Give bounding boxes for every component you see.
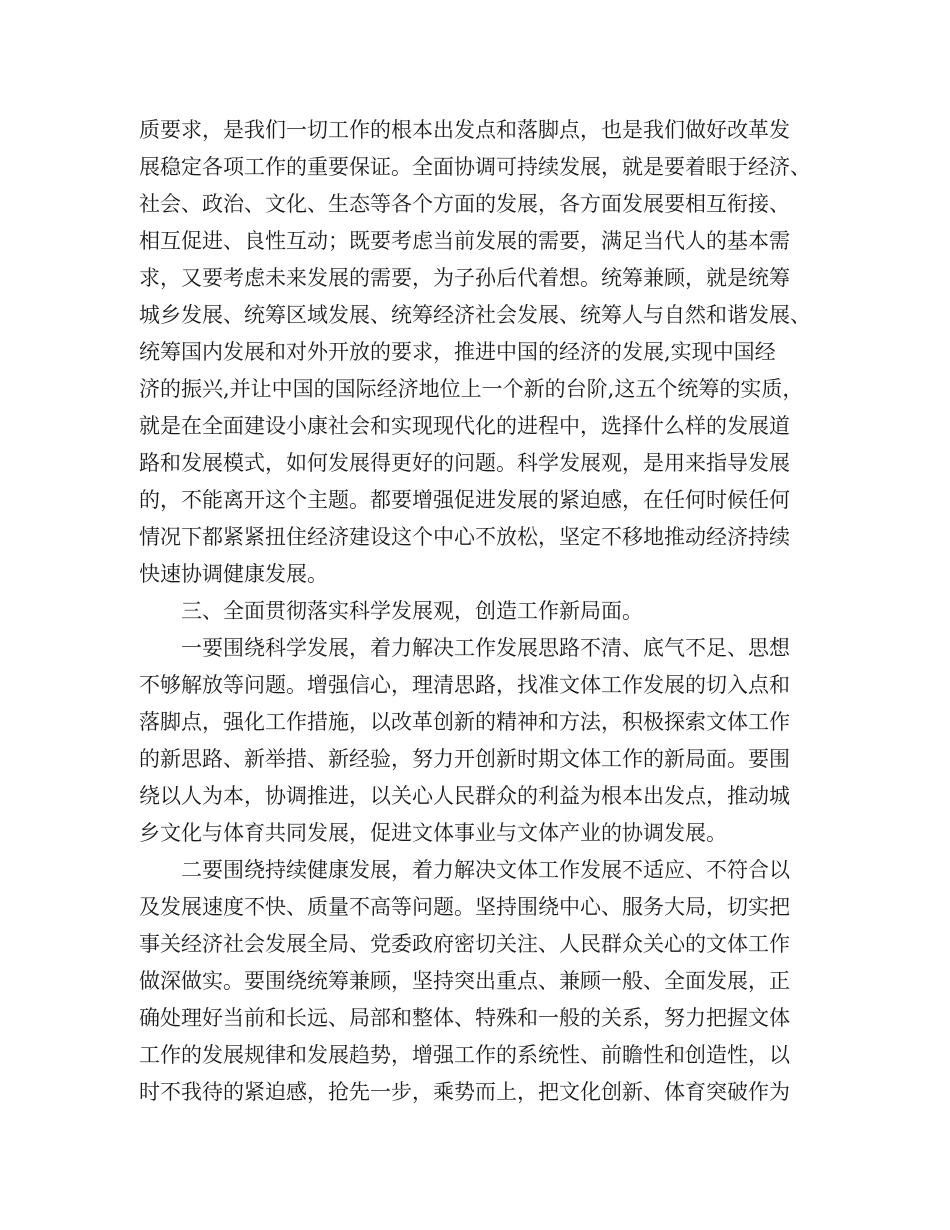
text-line: 乡文化与体育共同发展，促进文体事业与文体产业的协调发展。 — [139, 821, 727, 845]
text-line: 确处理好当前和长远、局部和整体、特殊和一般的关系，努力把握文体 — [139, 1006, 790, 1030]
text-line: 求，又要考虑未来发展的需要，为子孙后代着想。统筹兼顾，就是统筹 — [139, 266, 790, 290]
text-line: 就是在全面建设小康社会和实现现代化的进程中，选择什么样的发展道 — [139, 414, 790, 438]
paragraph-first-line: 二要围绕持续健康发展，着力解决文体工作发展不适应、不符合以 — [181, 858, 790, 882]
text-line: 城乡发展、统筹区域发展、统筹经济社会发展、统筹人与自然和谐发展、 — [139, 303, 811, 327]
text-line: 工作的发展规律和发展趋势，增强工作的系统性、前瞻性和创造性，以 — [139, 1043, 790, 1067]
text-line: 事关经济社会发展全局、党委政府密切关注、人民群众关心的文体工作 — [139, 932, 790, 956]
text-line: 情况下都紧紧扭住经济建设这个中心不放松，坚定不移地推动经济持续 — [139, 525, 790, 549]
text-line: 济的振兴,并让中国的国际经济地位上一个新的台阶,这五个统筹的实质， — [139, 377, 804, 401]
text-line: 的，不能离开这个主题。都要增强促进发展的紧迫感，在任何时候任何 — [139, 488, 790, 512]
text-line: 及发展速度不快、质量不高等问题。坚持围绕中心、服务大局，切实把 — [139, 895, 790, 919]
text-line: 路和发展模式，如何发展得更好的问题。科学发展观，是用来指导发展 — [139, 451, 790, 475]
text-line: 展稳定各项工作的重要保证。全面协调可持续发展，就是要着眼于经济、 — [139, 155, 811, 179]
text-line: 时不我待的紧迫感，抢先一步，乘势而上，把文化创新、体育突破作为 — [139, 1080, 790, 1104]
text-line: 绕以人为本，协调推进，以关心人民群众的利益为根本出发点，推动城 — [139, 784, 790, 808]
text-line: 落脚点，强化工作措施，以改革创新的精神和方法，积极探索文体工作 — [139, 710, 790, 734]
text-line: 社会、政治、文化、生态等各个方面的发展，各方面发展要相互衔接、 — [139, 192, 790, 216]
text-line: 不够解放等问题。增强信心，理清思路，找准文体工作发展的切入点和 — [139, 673, 790, 697]
text-line: 统筹国内发展和对外开放的要求，推进中国的经济的发展,实现中国经 — [139, 340, 776, 364]
text-line: 快速协调健康发展。 — [139, 562, 328, 586]
text-line: 做深做实。要围绕统筹兼顾，坚持突出重点、兼顾一般、全面发展，正 — [139, 969, 790, 993]
section-heading: 三、全面贯彻落实科学发展观，创造工作新局面。 — [181, 599, 643, 623]
text-line: 相互促进、良性互动；既要考虑当前发展的需要，满足当代人的基本需 — [139, 229, 790, 253]
paragraph-first-line: 一要围绕科学发展，着力解决工作发展思路不清、底气不足、思想 — [181, 636, 790, 660]
text-line: 质要求，是我们一切工作的根本出发点和落脚点，也是我们做好改革发 — [139, 118, 790, 142]
text-line: 的新思路、新举措、新经验，努力开创新时期文体工作的新局面。要围 — [139, 747, 790, 771]
